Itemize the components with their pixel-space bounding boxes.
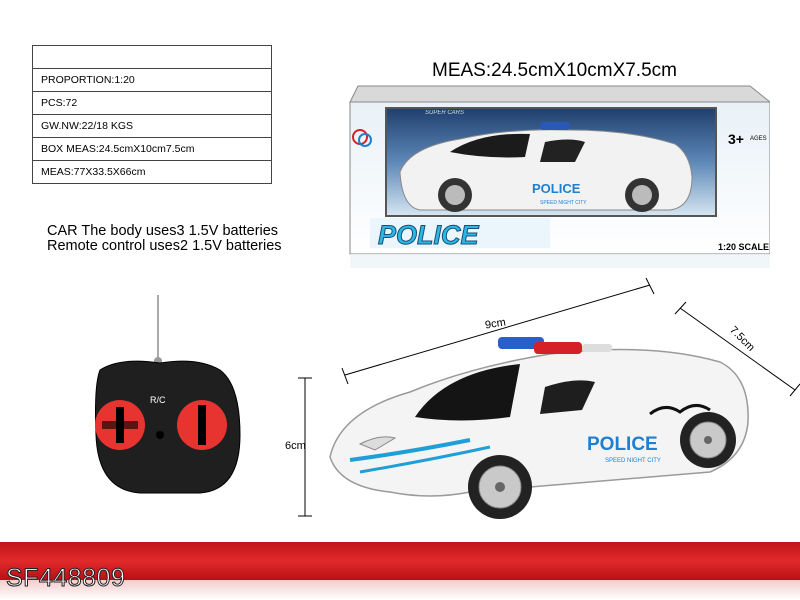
front-wheel bbox=[468, 455, 532, 519]
scale-label: 1:20 SCALE bbox=[718, 242, 770, 252]
product-car-door-subtext: SPEED NIGHT CITY bbox=[605, 458, 661, 464]
dimension-height-label: 6cm bbox=[285, 440, 306, 452]
product-car-door-text: POLICE bbox=[587, 434, 658, 455]
spec-row-box-meas: BOX MEAS:24.5cmX10cm7.5cm bbox=[33, 138, 272, 161]
boxed-car-door-text: POLICE bbox=[532, 181, 581, 196]
spec-row-meas: MEAS:77X33.5X66cm bbox=[33, 161, 272, 184]
sku-code: SF448809 bbox=[6, 564, 126, 592]
age-suffix: AGES bbox=[750, 136, 767, 142]
boxed-car-door-subtext: SPEED NIGHT CITY bbox=[540, 200, 587, 206]
spec-row-weight: GW.NW:22/18 KGS bbox=[33, 115, 272, 138]
battery-remote-text: Remote control uses2 1.5V batteries bbox=[47, 238, 282, 254]
dimension-length-label: 9cm bbox=[484, 316, 507, 332]
package-meas-title: MEAS:24.5cmX10cmX7.5cm bbox=[432, 60, 677, 81]
spec-row-pcs: PCS:72 bbox=[33, 92, 272, 115]
product-car bbox=[320, 332, 760, 532]
dimension-depth-label: 7.5cm bbox=[727, 324, 757, 354]
rear-wheel bbox=[680, 412, 736, 468]
remote-label: R/C bbox=[150, 395, 166, 405]
window-banner-text: SUPER CARS bbox=[425, 110, 465, 116]
age-label: 3+ bbox=[728, 131, 744, 147]
spec-row-proportion: PROPORTION:1:20 bbox=[33, 69, 272, 92]
police-banner-text: POLICE bbox=[378, 220, 479, 250]
battery-car-text: CAR The body uses3 1.5V batteries bbox=[47, 223, 279, 239]
